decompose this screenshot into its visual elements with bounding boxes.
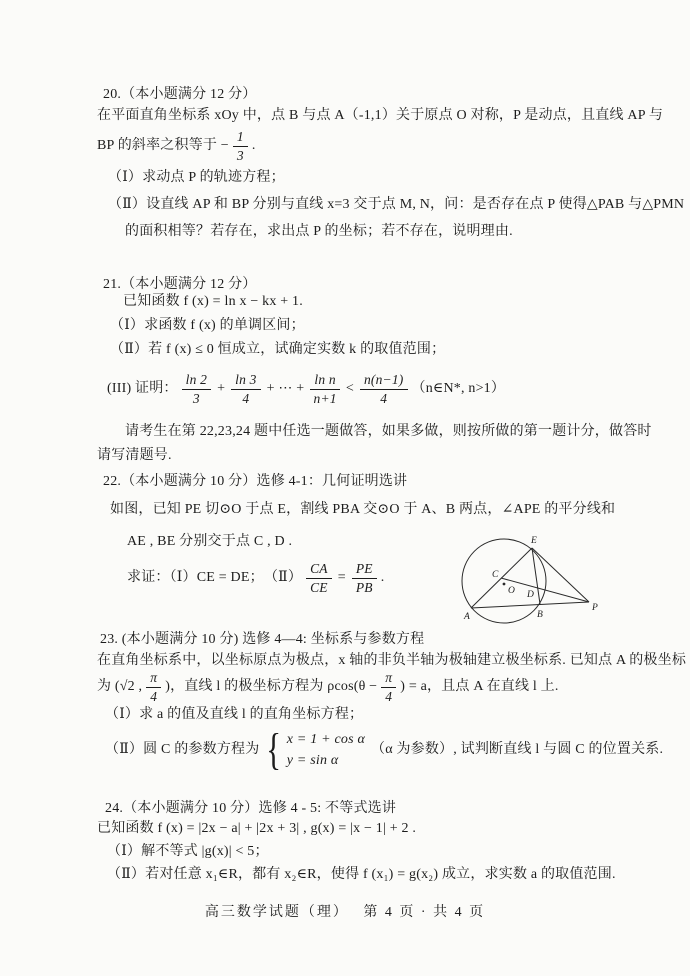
- problem-24-title: 24.（本小题满分 10 分）选修 4 - 5: 不等式选讲: [105, 801, 397, 816]
- problem-21-q2: （Ⅱ）若 f (x) ≤ 0 恒成立，试确定实数 k 的取值范围；: [110, 342, 446, 357]
- problem-23-line1: 在直角坐标系中，以坐标原点为极点，x 轴的非负半轴为极轴建立极坐标系. 已知点 A 的极坐标: [97, 653, 687, 668]
- equals-operator: =: [337, 570, 346, 586]
- circle-geometry-figure: [444, 531, 609, 633]
- circle-O: [462, 539, 546, 623]
- problem-20-line2: [97, 128, 256, 164]
- label-P: P: [592, 603, 598, 613]
- page-footer: 高三数学试题（理） 第 4 页 · 共 4 页: [204, 905, 486, 920]
- problem-21-q3-pre: (III) 证明：: [107, 381, 178, 397]
- problem-22-line1: 如图，已知 PE 切⊙O 于点 E，割线 PBA 交⊙O 于 A、B 两点，∠APE 的平分线和: [110, 502, 616, 517]
- fraction-nn1-4: $\frac{n(n-1)}{4}$: [360, 372, 408, 406]
- problem-20-line2-pre: BP 的斜率之积等于 −: [97, 138, 229, 154]
- problem-20-line2-post: .: [251, 138, 256, 154]
- problem-21-line1: 已知函数 f (x) = ln x − kx + 1.: [123, 294, 303, 309]
- fraction-pi-4-a: $\frac{\pi}{4}$: [146, 670, 161, 704]
- ellipsis-operator: + ⋯ +: [266, 381, 305, 397]
- label-O: O: [508, 586, 515, 596]
- notice-line2: 请写清题号.: [97, 448, 172, 463]
- problem-23-q1: （Ⅰ）求 a 的值及直线 l 的直角坐标方程；: [105, 707, 364, 722]
- notice-line1: 请考生在第 22,23,24 题中任选一题做答，如果多做，则按所做的第一题计分，做答时: [125, 424, 652, 439]
- problem-22-prove: [127, 560, 384, 596]
- problem-21-title: 21.（本小题满分 12 分）: [103, 277, 257, 292]
- fraction-pe-pb: $\frac{PE}{PB}$: [352, 561, 377, 595]
- problem-23-q2: [105, 725, 664, 775]
- system-equation-x: x = 1 + cos α: [286, 732, 366, 747]
- problem-24-line1: 已知函数 f (x) = |2x − a| + |2x + 3| , g(x) = |x − 1| + 2 .: [97, 821, 417, 836]
- problem-21-q3-post: （n∈N*, n>1）: [411, 381, 506, 397]
- secant-ABP: [471, 602, 589, 608]
- label-E: E: [531, 536, 537, 546]
- problem-22-title: 22.（本小题满分 10 分）选修 4-1：几何证明选讲: [103, 474, 408, 489]
- problem-23-q2-post: （α 为参数）, 试判断直线 l 与圆 C 的位置关系.: [371, 742, 664, 758]
- problem-20-q2b: 的面积相等？若存在，求出点 P 的坐标；若不存在，说明理由.: [125, 224, 513, 239]
- problem-23-line2: [97, 671, 559, 703]
- problem-23-title: 23. (本小题满分 10 分) 选修 4—4: 坐标系与参数方程: [100, 632, 425, 647]
- plus-operator: +: [217, 381, 226, 397]
- system-brace: {: [266, 725, 282, 775]
- problem-23-line2-pre: 为 (√2 ,: [97, 679, 143, 695]
- problem-22-prove-pre: 求证：（Ⅰ）CE = DE； （Ⅱ）: [127, 570, 303, 586]
- fraction-ln3-4: $\frac{\ln 3}{4}$: [231, 372, 260, 406]
- fraction-ca-ce: $\frac{CA}{CE}$: [306, 561, 332, 595]
- label-A: A: [464, 612, 470, 622]
- fraction-ln2-3: $\frac{\ln 2}{3}$: [182, 372, 211, 406]
- system-equation-y: y = sin α: [286, 753, 339, 768]
- label-C: C: [492, 570, 499, 580]
- problem-23-line2-post: ) = a，且点 A 在直线 l 上.: [400, 679, 559, 695]
- fraction-pi-4-b: $\frac{\pi}{4}$: [381, 670, 396, 704]
- problem-21-q1: （Ⅰ）求函数 f (x) 的单调区间；: [110, 318, 305, 333]
- problem-22-prove-post: .: [380, 570, 385, 586]
- problem-20-line1: 在平面直角坐标系 xOy 中，点 B 与点 A（-1,1）关于原点 O 对称，P 是动点，且直线 AP 与: [97, 108, 664, 123]
- problem-20-title: 20.（本小题满分 12 分）: [103, 87, 257, 102]
- problem-23-q2-pre: （Ⅱ）圆 C 的参数方程为: [105, 742, 260, 758]
- problem-24-q2: （Ⅱ）若对任意 x₁∈R，都有 x₂∈R，使得 f (x₁) = g(x₂) 成立，求实数 a 的取值范围.: [107, 867, 616, 882]
- fraction-one-third: $\frac{1}{3}$: [233, 129, 248, 163]
- problem-23-line2-mid: )，直线 l 的极坐标方程为 ρcos(θ −: [165, 679, 378, 695]
- label-D: D: [527, 590, 534, 600]
- center-dot: [503, 583, 506, 586]
- fraction-lnn-n1: $\frac{\text{ln n}}{n+1}$: [310, 372, 339, 406]
- problem-20-q2a: （Ⅱ）设直线 AP 和 BP 分别与直线 x=3 交于点 M, N，问：是否存在点 P 使得△PAB 与△PMN: [108, 197, 685, 212]
- problem-22-line2: AE , BE 分别交于点 C , D .: [127, 534, 293, 549]
- less-than-operator: <: [345, 381, 354, 397]
- problem-21-q3: [107, 370, 505, 408]
- parametric-system: [287, 729, 365, 771]
- problem-24-q1: （Ⅰ）解不等式 |g(x)| < 5；: [107, 844, 269, 859]
- label-B: B: [537, 610, 543, 620]
- problem-20-q1: （Ⅰ）求动点 P 的轨迹方程；: [108, 170, 285, 185]
